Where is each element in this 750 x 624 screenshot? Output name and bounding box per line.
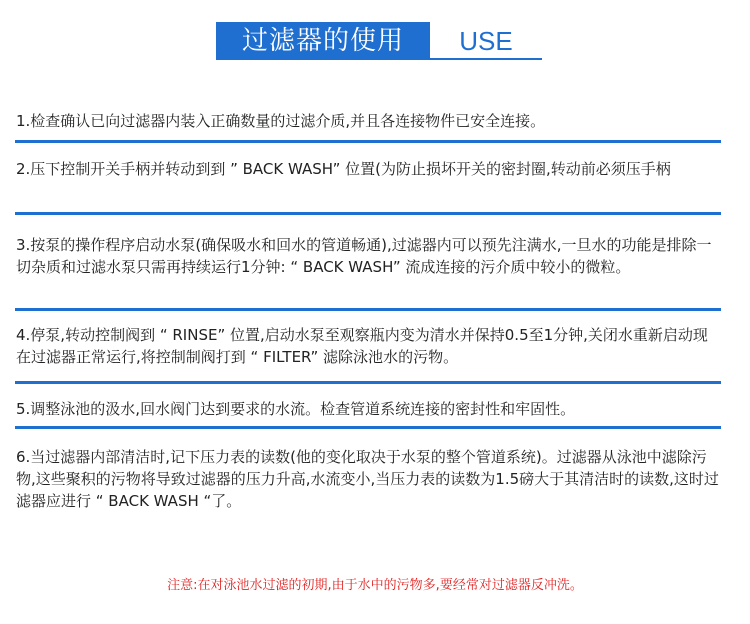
step-3: 3.按泵的操作程序启动水泵(确保吸水和回水的管道畅通),过滤器内可以预先注满水,一旦水的功能是排除一切杂质和过滤水泵只需再持续运行1分钟: “ BACK WASH” 流成连接的污介质中较小的微粒。 — [16, 236, 712, 276]
page-title: 过滤器的使用 — [216, 22, 430, 60]
step-4: 4.停泵,转动控制阀到 “ RINSE” 位置,启动水泵至观察瓶内变为清水并保持0.5至1分钟,关闭水重新启动现在过滤器正常运行,将控制制阀打到 “ FILTER” 滤除泳池水的污物。 — [16, 326, 708, 366]
title-banner — [216, 22, 542, 60]
step-1: 1.检查确认已向过滤器内装入正确数量的过滤介质,并且各连接物件已安全连接。 — [16, 112, 546, 130]
divider-1 — [15, 140, 721, 143]
page-title-english: USE — [430, 22, 542, 60]
warning-note: 注意:在对泳池水过滤的初期,由于水中的污物多,要经常对过滤器反冲洗。 — [167, 578, 583, 593]
divider-3 — [15, 308, 721, 311]
step-6: 6.当过滤器内部清洁时,记下压力表的读数(他的变化取决于水泵的整个管道系统)。过滤器从泳池中滤除污物,这些聚积的污物将导致过滤器的压力升高,水流变小,当压力表的读数为1.5磅大于其清洁时的读数,这时过滤器应进行 “ BACK WASH “了。 — [16, 448, 719, 510]
divider-4 — [15, 381, 721, 384]
step-5: 5.调整泳池的汲水,回水阀门达到要求的水流。检查管道系统连接的密封性和牢固性。 — [16, 400, 576, 418]
divider-2 — [15, 212, 721, 215]
step-2: 2.压下控制开关手柄并转动到到 ” BACK WASH” 位置(为防止损坏开关的密封圈,转动前必须压手柄 — [16, 160, 671, 178]
divider-5 — [15, 426, 721, 429]
